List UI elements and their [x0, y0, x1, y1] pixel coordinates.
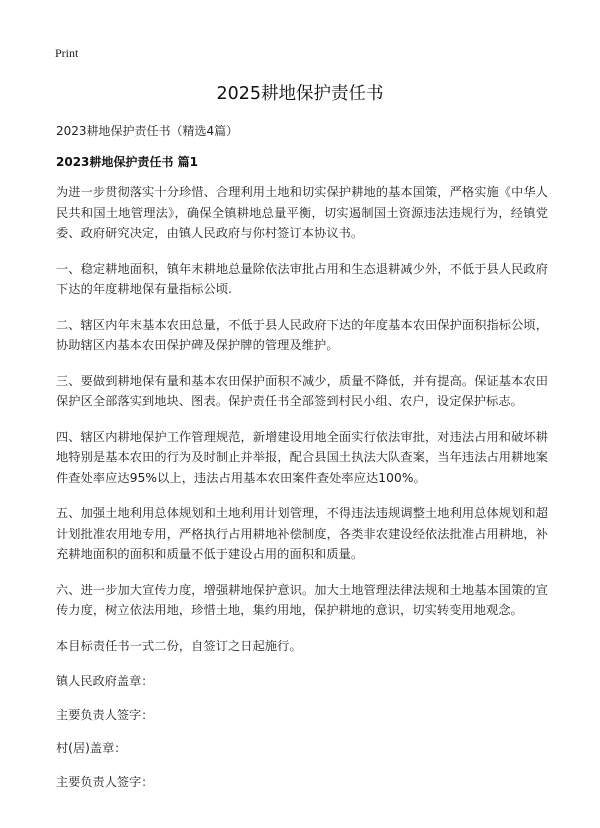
print-label[interactable]: Print	[55, 46, 79, 60]
signature-village-leader: 主要负责人签字：	[56, 774, 154, 789]
section-heading: 2023耕地保护责任书 篇1	[56, 155, 198, 169]
document-subtitle: 2023耕地保护责任书（精选4篇）	[56, 124, 239, 138]
paragraph-clause-2: 二、辖区内年末基本农田总量，不低于县人民政府下达的年度基本农田保护面积指标公顷，协助辖区内基本农田保护碑及保护牌的管理及维护。	[56, 317, 548, 352]
paragraph-intro: 为进一步贯彻落实十分珍惜、合理利用土地和切实保护耕地的基本国策，严格实施《中华人民共和国土地管理法》，确保全镇耕地总量平衡，切实遏制国土资源违法违规行为，经镇党委、政府研究决定，由镇人民政府与你村签订本协议书。	[56, 185, 548, 240]
signature-village-seal: 村(居)盖章：	[56, 741, 127, 755]
paragraph-clause-5: 五、加强土地利用总体规划和土地利用计划管理，不得违法违规调整土地利用总体规划和超计划批准农用地专用，严格执行占用耕地补偿制度，各类非农建设经依法批准占用耕地，补充耕地面积的面积和质量不低于建设占用的面积和质量。	[56, 506, 548, 561]
paragraph-closing: 本目标责任书一式二份，自签订之日起施行。	[56, 638, 302, 653]
paragraph-clause-3: 三、要做到耕地保有量和基本农田保护面积不减少，质量不降低，并有提高。保证基本农田保护区全部落实到地块、图表。保护责任书全部签到村民小组、农户，设定保护标志。	[56, 373, 548, 408]
signature-town-seal: 镇人民政府盖章：	[56, 674, 154, 688]
document-body	[56, 182, 548, 805]
paragraph-clause-4: 四、辖区内耕地保护工作管理规范，新增建设用地全面实行依法审批，对违法占用和破坏耕地特别是基本农田的行为及时制止并举报，配合县国土执法大队查案，当年违法占用耕地案件查处率应达95%以上，违法占用基本农田案件查处率应达100%。	[56, 429, 548, 485]
paragraph-clause-1: 一、稳定耕地面积，镇年末耕地总量除依法审批占用和生态退耕减少外，不低于县人民政府下达的年度耕地保有量指标公顷.	[56, 261, 548, 296]
document-title: 2025耕地保护责任书	[216, 84, 384, 104]
signature-town-leader: 主要负责人签字：	[56, 707, 154, 722]
paragraph-clause-6: 六、进一步加大宣传力度，增强耕地保护意识。加大土地管理法律法规和土地基本国策的宣传力度，树立依法用地，珍惜土地，集约用地，保护耕地的意识，切实转变用地观念。	[56, 582, 548, 617]
